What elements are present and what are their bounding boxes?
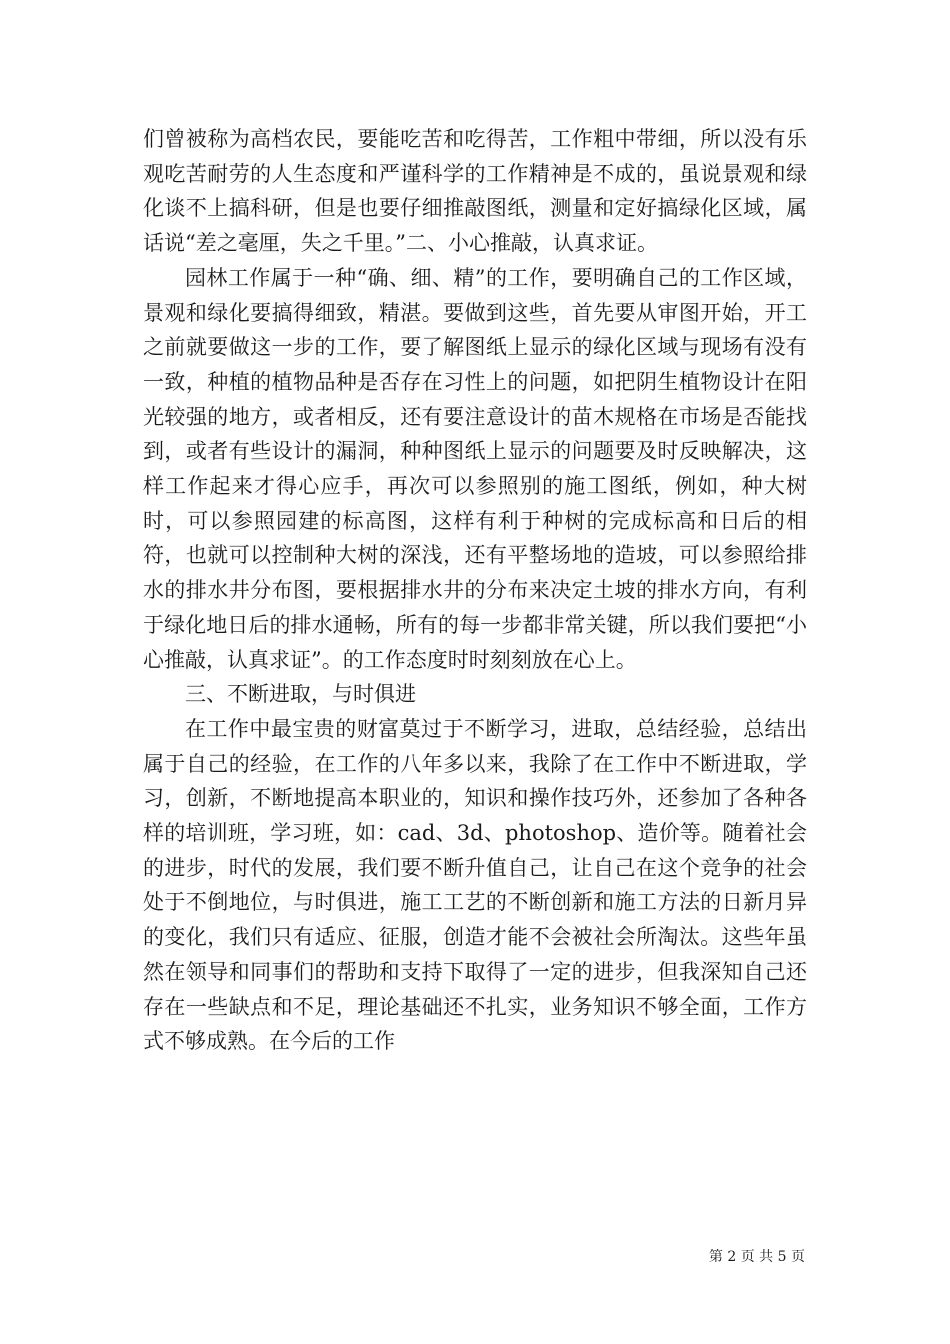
paragraph-learning: 在工作中最宝贵的财富莫过于不断学习，进取，总结经验，总结出属于自己的经验，在工作的八年多以来，我除了在工作中不断进取，学习，创新，不断地提高本职业的，知识和操作技巧外，还参加了各种各样的培训班，学习班，如：cad、3d、photoshop、造价等。随着社会的进步，时代的发展，我们要不断升值自己，让自己在这个竞争的社会处于不倒地位，与时俱进，施工工艺的不断创新和施工方法的日新月异的变化，我们只有适应、征服，创造才能不会被社会所淘汰。这些年虽然在领导和同事们的帮助和支持下取得了一定的进步，但我深知自己还存在一些缺点和不足，理论基础还不扎实，业务知识不够全面，工作方式不够成熟。在今后的工作 (143, 716, 807, 1054)
paragraph-garden-work: 园林工作属于一种“确、细、精”的工作，要明确自己的工作区域，景观和绿化要搞得细致，精湛。要做到这些，首先要从审图开始，开工之前就要做这一步的工作，要了解图纸上显示的绿化区域与现场有没有一致，种植的植物品种是否存在习性上的问题，如把阴生植物设计在阳光较强的地方，或者相反，还有要注意设计的苗木规格在市场是否能找到，或者有些设计的漏洞，种种图纸上显示的问题要及时反映解决，这样工作起来才得心应手，再次可以参照别的施工图纸，例如，种大树时，可以参照园建的标高图，这样有利于种树的完成标高和日后的相符，也就可以控制种大树的深浅，还有平整场地的造坡，可以参照给排水的排水井分布图，要根据排水井的分布来决定土坡的排水方向，有利于绿化地日后的排水通畅，所有的每一步都非常关键，所以我们要把“小心推敲，认真求证”。的工作态度时时刻刻放在心上。 (143, 265, 807, 672)
section-heading-3: 三、不断进取，与时俱进 (185, 682, 416, 707)
document-body (143, 122, 807, 1059)
page-number-footer: 第 2 页 共 5 页 (708, 1249, 805, 1265)
paragraph-continued: 们曾被称为高档农民，要能吃苦和吃得苦，工作粗中带细，所以没有乐观吃苦耐劳的人生态度和严谨科学的工作精神是不成的，虽说景观和绿化谈不上搞科研，但是也要仔细推敲图纸，测量和定好搞绿化区域，属话说“差之毫厘，失之千里。”二、小心推敲，认真求证。 (143, 127, 807, 256)
